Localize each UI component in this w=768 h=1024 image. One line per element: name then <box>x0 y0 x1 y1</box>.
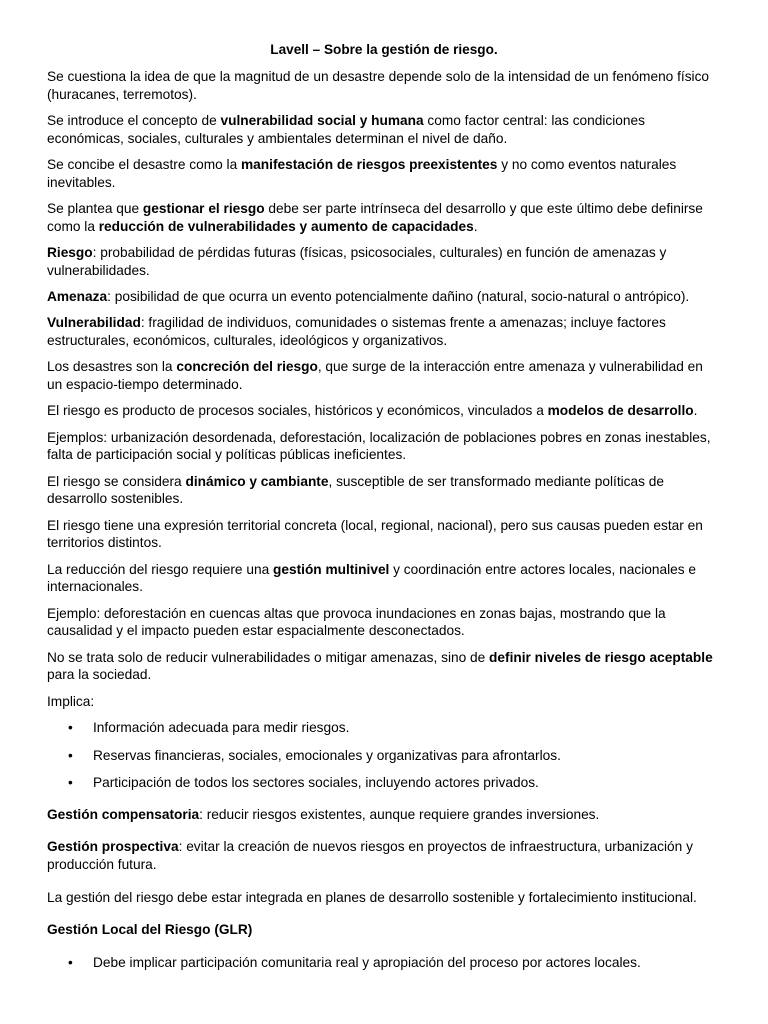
bold-term: Riesgo <box>47 244 93 260</box>
text-run: La gestión del riesgo debe estar integrada en planes de desarrollo sostenible y fortalecimiento institucional. <box>47 889 697 905</box>
text-run: para la sociedad. <box>47 667 152 683</box>
text-run: , susceptible de ser transformado mediante políticas de desarrollo sostenibles. <box>47 473 665 507</box>
bold-term: vulnerabilidad social y humana <box>220 112 424 128</box>
bold-term: Gestión Local del Riesgo (GLR) <box>47 922 253 938</box>
bold-term: concreción del riesgo <box>176 359 318 375</box>
paragraph <box>47 68 721 103</box>
text-run: como factor central: las condiciones económicas, sociales, culturales y ambientales determinan el nivel de daño. <box>47 112 645 146</box>
text-run: : posibilidad de que ocurra un evento potencialmente dañino (natural, socio-natural o antrópico). <box>107 288 690 304</box>
list-item <box>68 747 721 765</box>
document-title: Lavell – Sobre la gestión de riesgo. <box>270 42 498 57</box>
text-run: : probabilidad de pérdidas futuras (físicas, psicosociales, culturales) en función de amenazas y vulnerabilidades. <box>47 244 667 278</box>
text-run: debe ser parte intrínseca del desarrollo y que este último debe definirse como la <box>47 200 703 234</box>
bold-term: gestionar el riesgo <box>142 200 265 216</box>
paragraph <box>47 200 721 235</box>
text-run: Se introduce el concepto de <box>47 112 221 128</box>
text-run: La reducción del riesgo requiere una <box>47 561 273 577</box>
paragraph <box>47 402 721 420</box>
list-item-text: Información adecuada para medir riesgos. <box>93 719 350 735</box>
text-run: Implica: <box>47 693 95 709</box>
bold-term: Vulnerabilidad <box>47 315 141 331</box>
bold-term: definir niveles de riesgo aceptable <box>489 649 713 665</box>
paragraph <box>47 358 721 393</box>
paragraph <box>47 473 721 508</box>
list-item <box>68 719 721 737</box>
list-item <box>68 954 721 972</box>
paragraph <box>47 806 721 824</box>
body-section-1 <box>47 68 721 710</box>
list-item-text: Reservas financieras, sociales, emocionales y organizativas para afrontarlos. <box>93 747 561 763</box>
text-run: Se plantea que <box>47 200 143 216</box>
paragraph <box>47 693 721 711</box>
paragraph <box>47 288 721 306</box>
text-run: : reducir riesgos existentes, aunque requiere grandes inversiones. <box>199 806 600 822</box>
text-run: . <box>473 218 478 234</box>
text-run: El riesgo tiene una expresión territorial concreta (local, regional, nacional), pero sus causas pueden estar en territorios distintos. <box>47 517 703 551</box>
list-item <box>68 774 721 792</box>
text-run: El riesgo es producto de procesos sociales, históricos y económicos, vinculados a <box>47 403 548 419</box>
paragraph <box>47 112 721 147</box>
bold-term: dinámico y cambiante <box>185 473 329 489</box>
text-run: y no como eventos naturales inevitables. <box>47 156 677 190</box>
text-run: : evitar la creación de nuevos riesgos en proyectos de infraestructura, urbanización y producción futura. <box>47 839 693 872</box>
bold-term: Gestión prospectiva <box>47 839 179 855</box>
bullet-icon: • <box>68 954 73 970</box>
text-run: Ejemplos: urbanización desordenada, deforestación, localización de poblaciones pobres en zonas inestables, falta de participación social y políticas públicas ineficientes. <box>47 429 711 463</box>
bold-term: gestión multinivel <box>273 561 390 577</box>
paragraph <box>47 517 721 552</box>
paragraph <box>47 921 721 939</box>
text-run: , que surge de la interacción entre amenaza y vulnerabilidad en un espacio-tiempo determinado. <box>47 359 703 392</box>
text-run: Los desastres son la <box>47 359 177 375</box>
bullet-icon: • <box>68 775 73 791</box>
paragraph <box>47 429 721 464</box>
text-run: : fragilidad de individuos, comunidades o sistemas frente a amenazas; incluye factores estructurales, económicos, culturales, ideológicos y organizativos. <box>47 315 666 348</box>
bold-term: modelos de desarrollo <box>547 403 694 419</box>
paragraph <box>47 889 721 907</box>
text-run: Se concibe el desastre como la <box>47 156 242 172</box>
bold-term: reducción de vulnerabilidades y aumento de capacidades <box>98 218 474 234</box>
paragraph <box>47 649 721 684</box>
list-item-text: Debe implicar participación comunitaria real y apropiación del proceso por actores locales. <box>93 954 641 970</box>
list-item-text: Participación de todos los sectores sociales, incluyendo actores privados. <box>93 775 539 791</box>
bullet-icon: • <box>68 719 73 735</box>
bold-term: manifestación de riesgos preexistentes <box>241 156 498 172</box>
paragraph <box>47 838 721 873</box>
text-run: . <box>693 403 698 419</box>
text-run: Se cuestiona la idea de que la magnitud de un desastre depende solo de la intensidad de un fenómeno físico (huracanes, terremotos). <box>47 69 710 102</box>
bold-term: Gestión compensatoria <box>47 806 200 822</box>
bullet-list-glr <box>47 954 721 972</box>
text-run: No se trata solo de reducir vulnerabilidades o mitigar amenazas, sino de <box>47 649 490 665</box>
text-run: Ejemplo: deforestación en cuencas altas que provoca inundaciones en zonas bajas, mostrando que la causalidad y el impacto pueden estar espacialmente desconectados. <box>47 605 666 639</box>
paragraph <box>47 244 721 279</box>
body-section-2 <box>47 806 721 939</box>
bullet-list-implica <box>47 719 721 792</box>
paragraph <box>47 156 721 191</box>
text-run: El riesgo se considera <box>47 473 186 489</box>
paragraph <box>47 561 721 596</box>
text-run: y coordinación entre actores locales, nacionales e internacionales. <box>47 561 696 595</box>
paragraph <box>47 314 721 349</box>
bullet-icon: • <box>68 747 73 763</box>
bold-term: Amenaza <box>47 288 108 304</box>
paragraph <box>47 605 721 640</box>
